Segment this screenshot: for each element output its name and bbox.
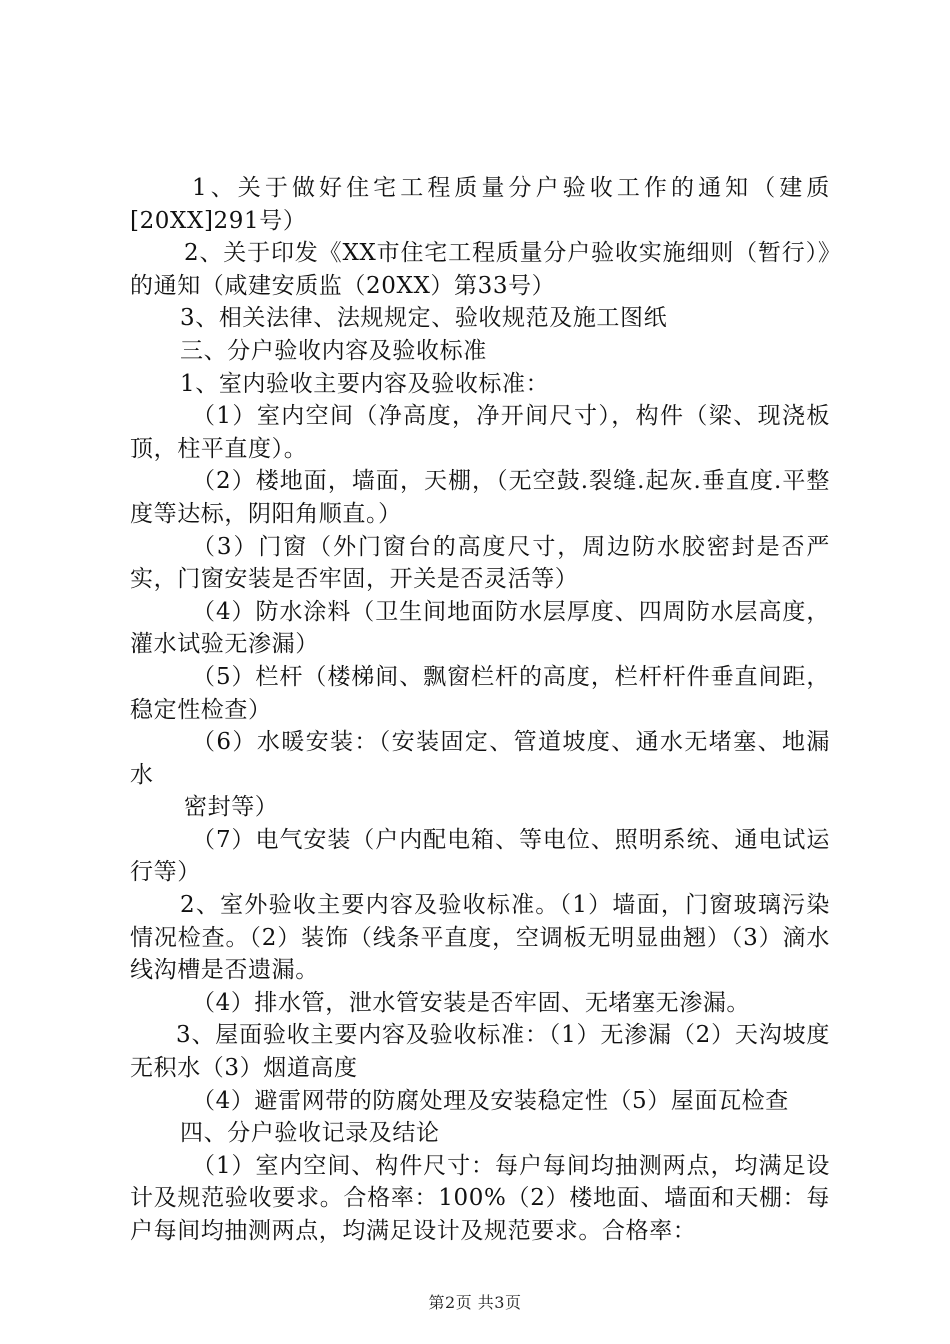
section-heading-3: 三、分户验收内容及验收标准 — [180, 337, 487, 364]
record-paragraph: （1）室内空间、构件尺寸：每户每间均抽测两点，均满足设计及规范验收要求。合格率：100%（2）楼地面、墙面和天棚：每户每间均抽测两点，均满足设计及规范要求。合格率： — [130, 1152, 830, 1244]
indoor-item-1: （1）室内空间（净高度，净开间尺寸），构件（梁、现浇板顶，柱平直度）。 — [130, 403, 830, 462]
section-heading-4: 四、分户验收记录及结论 — [180, 1120, 440, 1147]
document-body — [130, 172, 830, 1248]
outdoor-acceptance-paragraph: 2、室外验收主要内容及验收标准。（1）墙面，门窗玻璃污染情况检查。（2）装饰（线条平直度，空调板无明显曲翘）（3）滴水线沟槽是否遗漏。 — [130, 892, 830, 984]
indoor-acceptance-heading: 1、室内验收主要内容及验收标准： — [180, 370, 550, 397]
outdoor-item-4: （4）排水管，泄水管安装是否牢固、无堵塞无渗漏。 — [192, 989, 751, 1016]
indoor-item-5: （5）栏杆（楼梯间、飘窗栏杆的高度，栏杆杆件垂直间距，稳定性检查） — [130, 663, 830, 723]
reference-item-3: 3、相关法律、法规规定、验收规范及施工图纸 — [180, 305, 668, 332]
roof-item-4-5: （4）避雷网带的防腐处理及安装稳定性（5）屋面瓦检查 — [192, 1087, 789, 1114]
page-number-footer: 第2页 共3页 — [428, 1293, 522, 1312]
reference-item-2: 2、关于印发《XX市住宅工程质量分户验收实施细则（暂行）》的通知（咸建安质监（20XX）第33号） — [130, 240, 830, 299]
indoor-item-4: （4）防水涂料（卫生间地面防水层厚度、四周防水层高度，灌水试验无渗漏） — [130, 598, 830, 658]
indoor-item-6: （6）水暖安装：（安装固定、管道坡度、通水无堵塞、地漏水 — [130, 729, 830, 788]
indoor-item-6-continued: 密封等） — [184, 794, 279, 821]
indoor-item-2: （2）楼地面，墙面，天棚，（无空鼓.裂缝.起灰.垂直度.平整度等达标，阴阳角顺直。） — [130, 468, 830, 527]
indoor-item-3: （3）门窗（外门窗台的高度尺寸，周边防水胶密封是否严实，门窗安装是否牢固，开关是否灵活等） — [130, 533, 830, 593]
reference-item-1: 1、关于做好住宅工程质量分户验收工作的通知（建质[20XX]291号） — [130, 175, 830, 234]
indoor-item-7: （7）电气安装（户内配电箱、等电位、照明系统、通电试运行等） — [130, 826, 830, 886]
roof-acceptance-paragraph: 3、屋面验收主要内容及验收标准：（1）无渗漏（2）天沟坡度无积水（3）烟道高度 — [130, 1022, 830, 1082]
